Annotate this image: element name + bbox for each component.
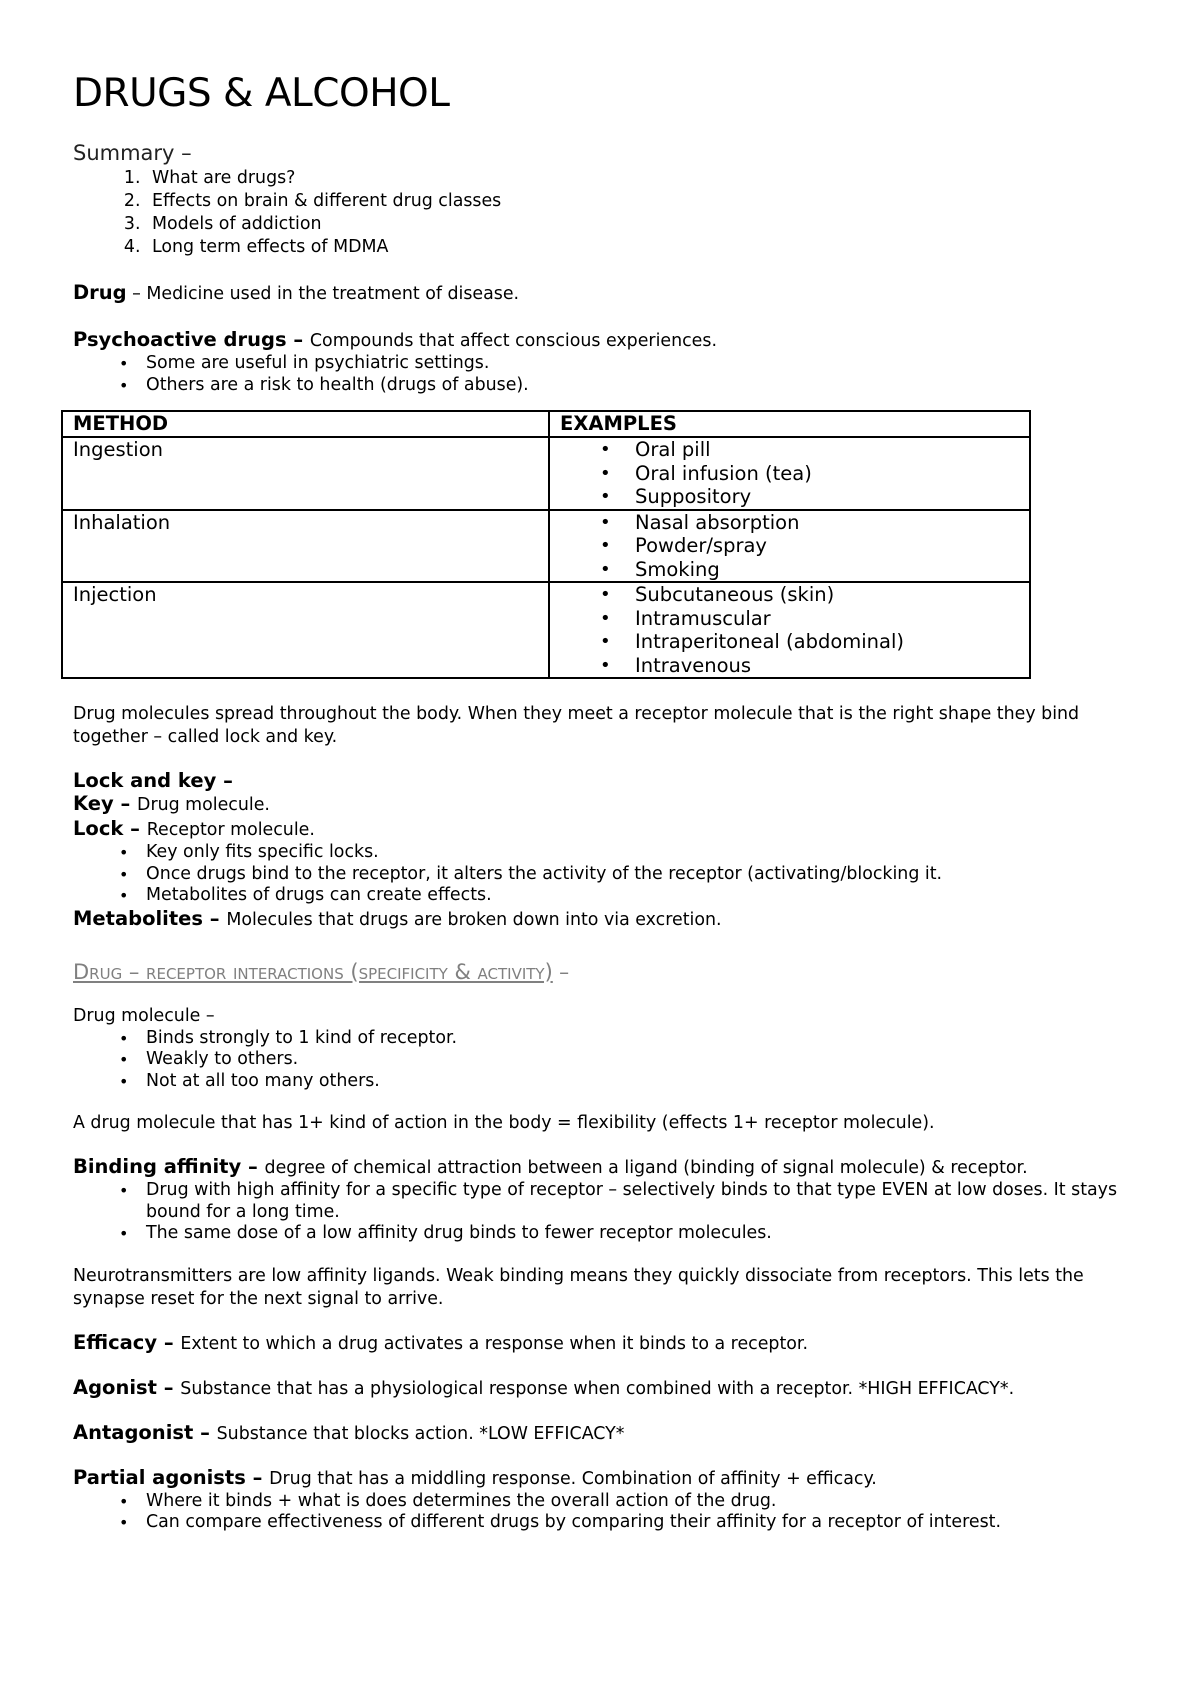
binding-affinity-term: Binding affinity –	[73, 1155, 265, 1178]
lock-def: Receptor molecule.	[146, 820, 315, 840]
psychoactive-term: Psychoactive drugs –	[73, 328, 310, 351]
list-item: • Not at all too many others.	[146, 1071, 1153, 1093]
section-heading-suffix: –	[552, 959, 570, 984]
section-heading-text: Drug – receptor interactions (specificity & activity)	[73, 959, 553, 984]
lock-key-bullets	[73, 842, 1153, 907]
list-item: • Binds strongly to 1 kind of receptor.	[146, 1028, 1153, 1050]
efficacy-definition	[73, 1331, 1153, 1356]
examples-cell	[549, 510, 1030, 583]
partial-agonists-definition	[73, 1466, 1153, 1491]
drug-molecule-bullets	[73, 1028, 1153, 1093]
example-item: • Smoking	[635, 558, 1029, 582]
example-item: • Intramuscular	[635, 607, 1029, 631]
psychoactive-bullets	[73, 353, 1153, 396]
table-row	[62, 437, 1030, 510]
agonist-term: Agonist –	[73, 1375, 181, 1399]
psychoactive-def: Compounds that affect conscious experiences.	[309, 331, 717, 351]
method-cell: Inhalation	[62, 510, 549, 583]
agonist-def: Substance that has a physiological response when combined with a receptor. *HIGH EFFICACY*.	[180, 1378, 1015, 1399]
list-item: • Others are a risk to health (drugs of abuse).	[146, 375, 1153, 397]
binding-affinity-def: degree of chemical attraction between a ligand (binding of signal molecule) & receptor.	[264, 1158, 1028, 1178]
metabolites-definition	[73, 907, 1153, 932]
metabolites-def: Molecules that drugs are broken down into via excretion.	[226, 909, 722, 930]
example-item: • Intraperitoneal (abdominal)	[635, 630, 1029, 654]
summary-item: 2. Effects on brain & different drug classes	[146, 190, 1153, 213]
method-cell: Injection	[62, 582, 549, 678]
example-item: • Oral pill	[635, 438, 1029, 462]
methods-table	[61, 410, 1031, 679]
agonist-definition	[73, 1376, 1153, 1401]
metabolites-term: Metabolites –	[73, 906, 227, 930]
summary-item: 1. What are drugs?	[146, 167, 1153, 190]
partial-agonists-bullets	[73, 1491, 1153, 1534]
partial-agonists-term: Partial agonists –	[73, 1465, 270, 1489]
table-row	[62, 582, 1030, 678]
key-definition	[73, 792, 1153, 817]
efficacy-def: Extent to which a drug activates a response when it binds to a receptor.	[180, 1333, 808, 1354]
method-column-header: METHOD	[62, 411, 549, 437]
psychoactive-definition	[73, 328, 1153, 353]
efficacy-term: Efficacy –	[73, 1330, 181, 1354]
binding-affinity-bullets	[73, 1180, 1153, 1245]
lock-definition	[73, 817, 1153, 842]
list-item: • Key only fits specific locks.	[146, 842, 1153, 864]
binding-affinity-definition	[73, 1155, 1153, 1180]
examples-cell	[549, 437, 1030, 510]
document-title: DRUGS & ALCOHOL	[73, 71, 450, 116]
antagonist-definition	[73, 1421, 1153, 1446]
example-item: • Intravenous	[635, 654, 1029, 678]
list-item: • Once drugs bind to the receptor, it alters the activity of the receptor (activating/blocking it.	[146, 864, 1153, 886]
list-item: • Weakly to others.	[146, 1049, 1153, 1071]
partial-agonists-def: Drug that has a middling response. Combination of affinity + efficacy.	[269, 1468, 877, 1489]
drug-def: – Medicine used in the treatment of disease.	[126, 284, 520, 304]
table-row	[62, 510, 1030, 583]
antagonist-term: Antagonist –	[73, 1420, 217, 1444]
list-item: • Some are useful in psychiatric settings.	[146, 353, 1153, 375]
summary-list	[73, 167, 1153, 259]
list-item: • Where it binds + what is does determines the overall action of the drug.	[146, 1491, 1153, 1513]
flexibility-paragraph: A drug molecule that has 1+ kind of action in the body = flexibility (effects 1+ receptor molecule).	[73, 1113, 935, 1133]
antagonist-def: Substance that blocks action. *LOW EFFICACY*	[216, 1423, 625, 1444]
list-item: • Can compare effectiveness of different drugs by comparing their affinity for a receptor of interest.	[146, 1512, 1153, 1534]
example-item: • Oral infusion (tea)	[635, 462, 1029, 486]
table-header-row	[62, 411, 1030, 437]
list-item: • The same dose of a low affinity drug binds to fewer receptor molecules.	[146, 1223, 1153, 1245]
list-item: • Drug with high affinity for a specific type of receptor – selectively binds to that type EVEN at low doses. It stays bound for a long time.	[146, 1180, 1153, 1223]
key-def: Drug molecule.	[137, 795, 270, 815]
lock-key-heading: Lock and key –	[73, 769, 233, 792]
example-item: • Subcutaneous (skin)	[635, 583, 1029, 607]
summary-item: 3. Models of addiction	[146, 213, 1153, 236]
key-term: Key –	[73, 792, 138, 815]
method-cell: Ingestion	[62, 437, 549, 510]
drug-term: Drug	[73, 281, 127, 304]
example-item: • Suppository	[635, 485, 1029, 509]
example-item: • Powder/spray	[635, 534, 1029, 558]
spread-paragraph: Drug molecules spread throughout the body. When they meet a receptor molecule that is the right shape they bind together – called lock and key.	[73, 704, 1080, 747]
examples-cell	[549, 582, 1030, 678]
list-item: • Metabolites of drugs can create effects.	[146, 885, 1153, 907]
summary-heading: Summary –	[73, 141, 192, 165]
neurotransmitters-paragraph: Neurotransmitters are low affinity ligands. Weak binding means they quickly dissociate from receptors. This lets the synapse reset for the next signal to arrive.	[73, 1265, 1084, 1309]
document-page	[73, 70, 1153, 1534]
examples-column-header: EXAMPLES	[549, 411, 1030, 437]
lock-term: Lock –	[73, 817, 147, 840]
drug-molecule-intro: Drug molecule –	[73, 1005, 215, 1026]
summary-item: 4. Long term effects of MDMA	[146, 236, 1153, 259]
example-item: • Nasal absorption	[635, 511, 1029, 535]
drug-definition	[73, 281, 1153, 306]
section-heading	[73, 959, 1153, 985]
